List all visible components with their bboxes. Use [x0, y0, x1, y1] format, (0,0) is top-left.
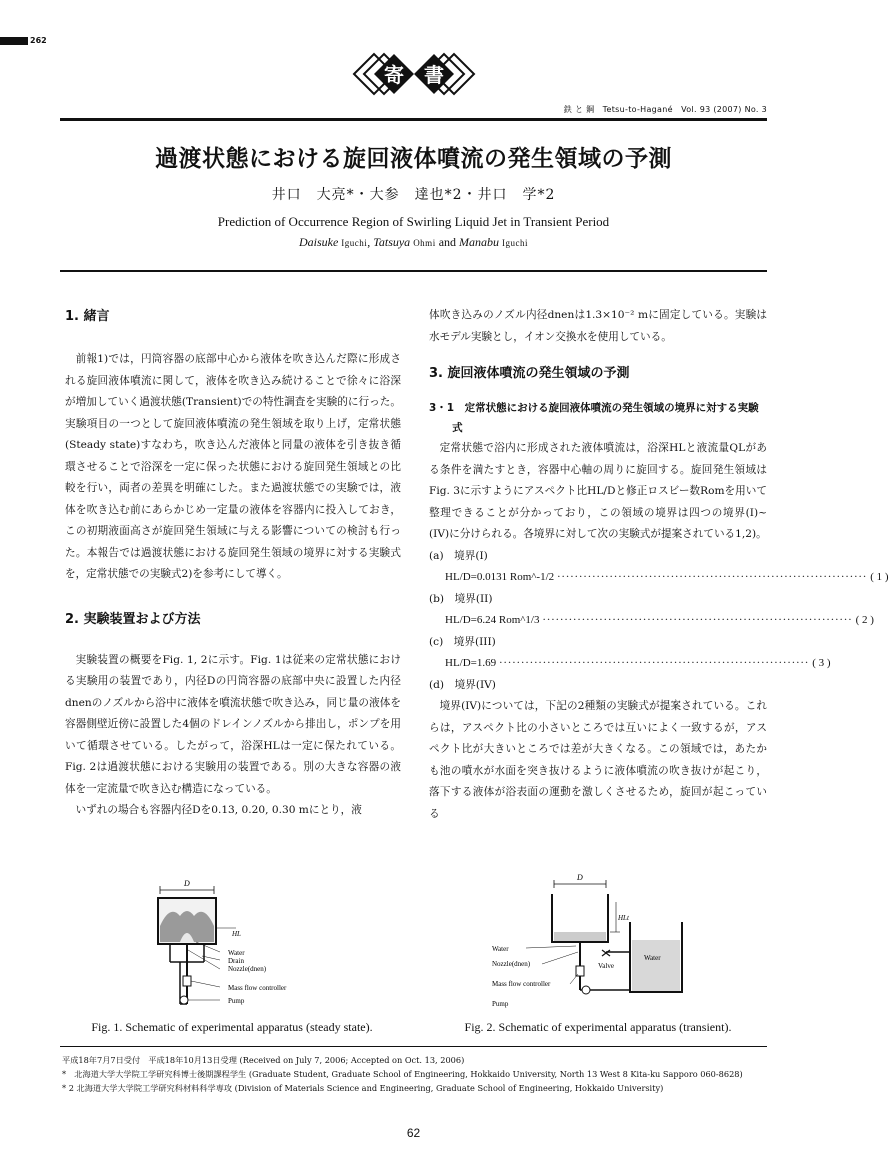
section-1-paragraph: 前報1)では，円筒容器の底部中心から液体を吹き込んだ際に形成される旋回液体噴流に関して，液体を吹き込み続けることで徐々に浴深が増加していく過渡状態(Transient)での特性調査を実験的に行った。実験項目の一つとして旋回液体噴流の発生領域を取り上げ，定常状態(Steady state)すなわち，吹き込んだ液体と同量の液体を引き抜き循環させることで浴深を一定に保った状態における旋回発生領域との比較を行い，両者の差異を明確にした。また過渡状態での実験では，液体を吹き込む前にあらかじめ一定量の液体を容器内に投入しておき，この初期液面高さが旋回発生領域に与える影響についての検討も行った。本報告では過渡状態における旋回発生領域の境界に対する実験式を，定常状態での実験式2)を参考にして導く。	[65, 353, 401, 580]
badge-char-1: 寄	[384, 63, 404, 87]
top-rule	[60, 118, 767, 121]
authors-jp: 井口 大亮*・大参 達也*2・井口 学*2	[271, 187, 556, 203]
equation-1: HL/D=0.0131 Rom^-1/2 ······································································· ( 1 )	[445, 571, 889, 583]
english-authors: Daisuke Iguchi, Tatsuya Ohmi and Manabu Iguchi	[298, 235, 529, 249]
footnote-1: * 北海道大学大学院工学研究科博士後期課程学生 (Graduate Student, Graduate School of Engineering, Hokkaido University, North 13 West 8 Kita-ku Sapporo 060-8628)	[62, 1069, 743, 1079]
journal-line: 鉄 と 鋼 Tetsu-to-Hagané Vol. 93 (2007) No. 3	[563, 105, 767, 114]
fig2-label-pump: Pump	[492, 1000, 509, 1008]
fig2-label-valve: Valve	[598, 962, 614, 970]
eq-d-label: (d) 境界(IV)	[429, 678, 496, 691]
figure-1-caption: Fig. 1. Schematic of experimental apparatus (steady state).	[91, 1020, 373, 1034]
eq-b-label: (b) 境界(II)	[429, 592, 493, 605]
footnote-rule	[60, 1046, 767, 1047]
english-title: Prediction of Occurrence Region of Swirling Liquid Jet in Transient Period	[217, 214, 610, 229]
fig2-label-water: Water	[492, 945, 509, 953]
section-3-1-paragraph-2: 境界(IV)については，下記の2種類の実験式が提案されている。これらは，アスペクト比の小さいところでは互いによく一致するが，アスペクト比が大きいところでは差が大きくなる。この領域では，あたかも池の噴水が水面を突き抜けるように液体噴流の吹き抜けが起こり，落下する液体が浴表面の運動を激しくさせるため，旋回が起こっている	[429, 700, 767, 820]
fig1-label-HL: HL	[232, 930, 241, 938]
badge-char-2: 書	[424, 63, 444, 87]
fig2-label-HL: HLt	[618, 914, 629, 922]
page-number: 62	[406, 1126, 421, 1140]
section-3-1-paragraph-1: 定常状態で浴内に形成された液体噴流は，浴深HLと液流量QLがある条件を満たすとき，容器中心軸の周りに旋回する。旋回発生領域はFig. 3に示すようにアスペクト比HL/Dと修正ロスビー数Romを用いて整理できることが分かっており，この領域の境界は四つの境界(I)~(IV)に分けられる。各境界に対して次の実験式が提案されている1,2)。	[429, 442, 767, 540]
fig1-label-nozzle: Nozzle(dnen)	[228, 965, 267, 973]
fig2-label-tank-water: Water	[644, 954, 661, 962]
eq-c-label: (c) 境界(III)	[429, 635, 496, 648]
footnote-received: 平成18年7月7日受付 平成18年10月13日受理 (Received on July 7, 2006; Accepted on Oct. 13, 2006)	[62, 1055, 465, 1065]
section-1-heading: 1. 緒言	[65, 309, 110, 324]
equation-2: HL/D=6.24 Rom^1/3 ······································································· ( 2 )	[445, 614, 874, 626]
fig1-label-pump: Pump	[228, 997, 245, 1005]
continued-paragraph: 体吹き込みのノズル内径dnenは1.3×10⁻² mに固定している。実験は水モデル実験とし，イオン交換水を使用している。	[429, 309, 767, 343]
fig1-label-water: Water	[228, 949, 245, 957]
footnote-2: * 2 北海道大学大学院工学研究科材料科学専攻 (Division of Materials Science and Engineering, Graduate School of Engineering, Hokkaido University)	[62, 1083, 664, 1093]
paper-title: 過渡状態における旋回液体噴流の発生領域の予測	[155, 146, 672, 172]
equation-3: HL/D=1.69 ······································································· ( 3 )	[445, 657, 831, 669]
figure-2-diagram	[486, 872, 696, 1012]
section-3-1-heading: 3・1 定常状態における旋回液体噴流の発生領域の境界に対する実験式	[429, 402, 759, 434]
fig2-label-mfc: Mass flow controller	[492, 980, 551, 988]
fig2-label-nozzle: Nozzle(dnen)	[492, 960, 531, 968]
page-tag	[0, 36, 47, 45]
right-column	[429, 305, 889, 825]
left-column	[65, 305, 401, 822]
fig1-label-drain: Drain	[228, 957, 244, 965]
fig1-label-mfc: Mass flow controller	[228, 984, 287, 992]
section-3-heading: 3. 旋回液体噴流の発生領域の予測	[429, 366, 630, 381]
fig2-label-D: D	[577, 873, 583, 882]
section-2-heading: 2. 実験装置および方法	[65, 611, 201, 627]
eq-a-label: (a) 境界(I)	[429, 549, 488, 562]
figure-2-caption: Fig. 2. Schematic of experimental apparatus (transient).	[464, 1020, 732, 1034]
section-2-paragraph-1: 実験装置の概要をFig. 1, 2に示す。Fig. 1は従来の定常状態における実験用の装置であり，内径Dの円筒容器の底部中央に設置した内径dnenのノズルから浴中に液体を噴流状態で吹き込み，同じ量の液体を容器側壁近傍に設置した4個のドレインノズルから排出し，ポンプを用いて循環させている。したがって，浴深HLは一定に保たれている。Fig. 2は過渡状態における実験用の装置である。別の大きな容器の液体を一定流量で吹き込む構造になっている。	[65, 653, 401, 795]
fig1-label-D: D	[184, 879, 190, 888]
section-2-paragraph-2: いずれの場合も容器内径Dを0.13, 0.20, 0.30 mにとり，液	[75, 804, 362, 816]
page-tag-number: 262	[30, 36, 47, 45]
section-badge	[352, 52, 476, 96]
header-bottom-rule	[60, 270, 767, 272]
figure-1-diagram	[140, 876, 330, 1014]
